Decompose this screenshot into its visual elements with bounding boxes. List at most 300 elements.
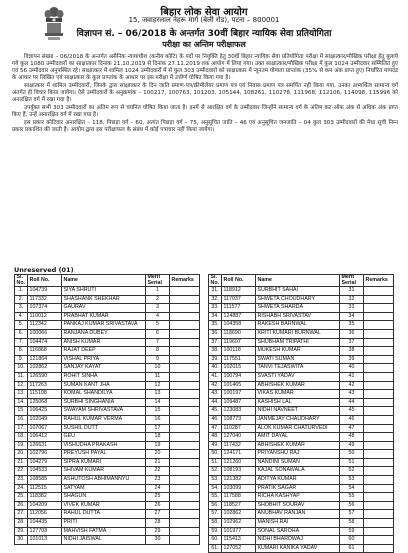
- cell-remarks: [170, 536, 200, 545]
- table-row: [209, 295, 394, 304]
- table-row: [209, 312, 394, 321]
- cell-merit: 3: [146, 304, 170, 313]
- table-row: [15, 519, 200, 528]
- notice-paragraph: उपर्युक्त सभी 303 उम्मीदवारों का अंतिम रूप से चयनित घोषित किया जाता है। इनमें से आरक्षित वर्ग के उम्मीदवार जिन्होंने सामान्य वर्ग के अंतिम कट-ऑफ अंक से अधिक अंक प्राप्त किए हैं, उन्हें अनारक्षित वर्ग में रखा गया है।: [12, 105, 398, 119]
- cell-remarks: [364, 347, 394, 356]
- col-header-remarks: Remarks: [170, 275, 200, 287]
- cell-remarks: [170, 501, 200, 510]
- cell-name: PRITI: [62, 519, 146, 528]
- cell-roll: 126590: [28, 372, 62, 381]
- cell-sl: 53.: [209, 476, 222, 485]
- cell-merit: 37: [340, 338, 364, 347]
- cell-remarks: [364, 355, 394, 364]
- cell-sl: 16.: [15, 415, 28, 424]
- cell-name: NIDHI BHARDWAJ: [256, 536, 340, 545]
- cell-roll: 108585: [28, 476, 62, 485]
- cell-merit: 5: [146, 321, 170, 330]
- cell-roll: 127708: [28, 527, 62, 536]
- cell-merit: 8: [146, 347, 170, 356]
- cell-merit: 40: [340, 364, 364, 373]
- cell-roll: 107374: [28, 304, 62, 313]
- table-row: [15, 484, 200, 493]
- cell-name: SIYA SHRUTI: [62, 287, 146, 296]
- table-row: [209, 441, 394, 450]
- notice-body: [12, 54, 398, 136]
- cell-roll: 102796: [28, 450, 62, 459]
- cell-name: MAHVISH FATMA: [62, 527, 146, 536]
- table-row: [209, 415, 394, 424]
- cell-roll: 100794: [222, 372, 256, 381]
- cell-sl: 24.: [15, 484, 28, 493]
- cell-name: VIKAS KUMAR: [256, 390, 340, 399]
- cell-remarks: [170, 321, 200, 330]
- table-row: [15, 381, 200, 390]
- cell-remarks: [170, 390, 200, 399]
- cell-remarks: [364, 398, 394, 407]
- cell-name: NIDHI NAVNEET: [256, 407, 340, 416]
- cell-roll: 109487: [222, 398, 256, 407]
- table-row: [15, 501, 200, 510]
- cell-roll: 119607: [222, 338, 256, 347]
- cell-merit: 47: [340, 424, 364, 433]
- col-header-roll: Roll No.: [28, 275, 62, 287]
- cell-remarks: [170, 338, 200, 347]
- table-row: [209, 398, 394, 407]
- cell-remarks: [364, 527, 394, 536]
- cell-sl: 48.: [209, 433, 222, 442]
- cell-name: SHWETA CHOUDHARY: [256, 295, 340, 304]
- cell-roll: 110287: [222, 424, 256, 433]
- notice-paragraph: विज्ञापन संख्या – 06/2018 के अन्तर्गत असैनिक न्यायाधीश (कनीय कोटि) के पदों पर नियुक्ति हेतु 30वीं बिहार न्यायिक सेवा प्रतियोगिता परीक्षा में साक्षात्कार/मौखिक परीक्षा हेतु बुलाये गये कुल 1080 उम्मीदवारों का साक्षात्कार दिनांक 21.10.2019 से दिनांक 27.11.2019 तक आयोग में लिया गया। उक्त साक्षात्कार/मौखिक परीक्षा में कुल 1024 उम्मीदवार सम्मिलित हुए एवं 56 उम्मीदवार अनुपस्थित रहे। साक्षात्कार में शामिल 1024 उम्मीदवारों में से कुल 303 उम्मीदवारों को साक्षात्कार में न्यूनतम योग्यता प्राप्तांक (35% से कम अंक प्राप्त हुए) निर्धारित मापदंड के आधार पर लिखित एवं साक्षात्कार के कुल प्राप्तांक के आधार पर इस परीक्षा में उत्तीर्ण घोषित किया गया है।: [12, 54, 398, 82]
- cell-name: SVASTI YADAV: [256, 372, 340, 381]
- cell-remarks: [170, 484, 200, 493]
- merit-table-right: [208, 274, 394, 553]
- table-header-row: [15, 275, 200, 287]
- cell-name: AMIT DAYAL: [256, 433, 340, 442]
- cell-merit: 27: [146, 510, 170, 519]
- cell-remarks: [170, 372, 200, 381]
- cell-remarks: [364, 484, 394, 493]
- cell-roll: 103099: [222, 484, 256, 493]
- cell-name: SUSHIL DUTT: [62, 424, 146, 433]
- table-row: [15, 415, 200, 424]
- cell-remarks: [364, 287, 394, 296]
- cell-remarks: [364, 510, 394, 519]
- cell-sl: 26.: [15, 501, 28, 510]
- cell-merit: 4: [146, 312, 170, 321]
- cell-merit: 25: [146, 493, 170, 502]
- cell-sl: 4.: [15, 312, 28, 321]
- cell-name: SWAYAM SHRIVASTAVA: [62, 407, 146, 416]
- table-row: [209, 287, 394, 296]
- cell-sl: 46.: [209, 415, 222, 424]
- cell-roll: 117551: [222, 355, 256, 364]
- table-row: [209, 527, 394, 536]
- table-row: [209, 544, 394, 553]
- cell-sl: 34.: [209, 312, 222, 321]
- cell-remarks: [170, 476, 200, 485]
- table-row: [15, 304, 200, 313]
- table-row: [15, 450, 200, 459]
- cell-name: PRABHAT KUMAR: [62, 312, 146, 321]
- cell-sl: 40.: [209, 364, 222, 373]
- cell-roll: 102015: [222, 364, 256, 373]
- cell-name: ANISH KUMAR: [62, 338, 146, 347]
- table-row: [209, 467, 394, 476]
- cell-merit: 26: [146, 501, 170, 510]
- cell-merit: 15: [146, 407, 170, 416]
- cell-name: MANISH RAI: [256, 519, 340, 528]
- cell-roll: 101977: [222, 527, 256, 536]
- cell-name: JANMEJAY CHAUDHARY: [256, 415, 340, 424]
- cell-name: SANJAY KAYAT: [62, 364, 146, 373]
- cell-roll: 111577: [222, 304, 256, 313]
- cell-merit: 35: [340, 321, 364, 330]
- cell-remarks: [170, 415, 200, 424]
- cell-remarks: [364, 536, 394, 545]
- cell-merit: 10: [146, 364, 170, 373]
- cell-name: ADITYA KUMAR: [256, 476, 340, 485]
- cell-name: PREYUSH PAYAL: [62, 450, 146, 459]
- cell-merit: 21: [146, 458, 170, 467]
- cell-roll: 121864: [28, 355, 62, 364]
- cell-roll: 104279: [28, 458, 62, 467]
- cell-name: KASHISH LAL: [256, 398, 340, 407]
- table-row: [209, 433, 394, 442]
- cell-roll: 100197: [222, 390, 256, 399]
- cell-remarks: [364, 312, 394, 321]
- cell-name: KUMARI KANIKA YADAV: [256, 544, 340, 553]
- cell-roll: 116868: [28, 347, 62, 356]
- cell-sl: 56.: [209, 501, 222, 510]
- table-row: [209, 372, 394, 381]
- cell-merit: 53: [340, 476, 364, 485]
- table-row: [209, 338, 394, 347]
- cell-roll: 118382: [28, 493, 62, 502]
- cell-name: ALOK KUMAR CHATURVEDI: [256, 424, 340, 433]
- col-header-name: Name: [256, 275, 340, 287]
- cell-sl: 58.: [209, 519, 222, 528]
- table-row: [209, 407, 394, 416]
- cell-name: NIDHI JAISWAL: [62, 536, 146, 545]
- cell-merit: 41: [340, 372, 364, 381]
- cell-merit: 50: [340, 450, 364, 459]
- cell-sl: 11.: [15, 372, 28, 381]
- cell-sl: 19.: [15, 441, 28, 450]
- cell-merit: 18: [146, 433, 170, 442]
- cell-remarks: [170, 493, 200, 502]
- table-row: [209, 347, 394, 356]
- cell-remarks: [364, 295, 394, 304]
- table-row: [15, 347, 200, 356]
- cell-merit: 7: [146, 338, 170, 347]
- cell-merit: 57: [340, 510, 364, 519]
- cell-merit: 12: [146, 381, 170, 390]
- section-label-unreserved: Unreserved (01): [14, 266, 74, 274]
- table-row: [15, 390, 200, 399]
- cell-merit: 43: [340, 390, 364, 399]
- cell-merit: 11: [146, 372, 170, 381]
- cell-name: VIVEK KUMAR: [62, 501, 146, 510]
- col-header-merit: Merit Serial: [340, 275, 364, 287]
- cell-roll: 115108: [28, 390, 62, 399]
- table-row: [209, 304, 394, 313]
- table-row: [15, 493, 200, 502]
- cell-roll: 104209: [28, 501, 62, 510]
- cell-remarks: [170, 510, 200, 519]
- cell-name: TANVI TEJASWITA: [256, 364, 340, 373]
- cell-merit: 54: [340, 484, 364, 493]
- cell-sl: 20.: [15, 450, 28, 459]
- col-header-merit: Merit Serial: [146, 275, 170, 287]
- cell-sl: 22.: [15, 467, 28, 476]
- col-header-sl: Sl. No.: [209, 275, 222, 287]
- cell-merit: 55: [340, 493, 364, 502]
- cell-merit: 20: [146, 450, 170, 459]
- cell-remarks: [170, 407, 200, 416]
- cell-sl: 43.: [209, 390, 222, 399]
- cell-name: NANDINI SUMAN: [256, 458, 340, 467]
- cell-sl: 17.: [15, 424, 28, 433]
- cell-name: ABHISHEK KUMAR: [256, 441, 340, 450]
- cell-remarks: [170, 355, 200, 364]
- cell-remarks: [170, 398, 200, 407]
- table-header-row: [209, 275, 394, 287]
- cell-roll: 124171: [222, 450, 256, 459]
- cell-roll: 121260: [222, 458, 256, 467]
- cell-remarks: [364, 467, 394, 476]
- cell-sl: 57.: [209, 510, 222, 519]
- cell-remarks: [364, 372, 394, 381]
- table-row: [209, 458, 394, 467]
- cell-name: KRITI KUMARI BURNWAL: [256, 329, 340, 338]
- cell-remarks: [364, 415, 394, 424]
- cell-sl: 8.: [15, 347, 28, 356]
- cell-sl: 1.: [15, 287, 28, 296]
- cell-merit: 45: [340, 407, 364, 416]
- cell-roll: 102862: [28, 364, 62, 373]
- cell-name: VISHAL PRIYA: [62, 355, 146, 364]
- cell-merit: 58: [340, 519, 364, 528]
- cell-remarks: [364, 441, 394, 450]
- cell-remarks: [170, 450, 200, 459]
- cell-remarks: [364, 458, 394, 467]
- cell-name: ASHUTOSH ABHIMANNYU: [62, 476, 146, 485]
- cell-sl: 36.: [209, 329, 222, 338]
- table-row: [15, 312, 200, 321]
- cell-name: RANJANA DUBEY: [62, 329, 146, 338]
- cell-merit: 19: [146, 441, 170, 450]
- cell-merit: 51: [340, 458, 364, 467]
- cell-name: SHAGUN: [62, 493, 146, 502]
- cell-sl: 33.: [209, 304, 222, 313]
- cell-name: SHOBHIT SOURAV: [256, 501, 340, 510]
- cell-name: SHUBHAM TRIPATHI: [256, 338, 340, 347]
- cell-remarks: [170, 467, 200, 476]
- table-row: [209, 476, 394, 485]
- table-row: [209, 424, 394, 433]
- table-row: [15, 398, 200, 407]
- cell-roll: 106412: [28, 433, 62, 442]
- cell-roll: 117263: [28, 381, 62, 390]
- cell-remarks: [170, 381, 200, 390]
- cell-sl: 3.: [15, 304, 28, 313]
- cell-sl: 42.: [209, 381, 222, 390]
- cell-roll: 117037: [222, 295, 256, 304]
- cell-name: SATYAM: [62, 484, 146, 493]
- cell-sl: 51.: [209, 458, 222, 467]
- cell-merit: 17: [146, 424, 170, 433]
- cell-merit: 44: [340, 398, 364, 407]
- cell-sl: 39.: [209, 355, 222, 364]
- table-row: [209, 484, 394, 493]
- cell-roll: 117432: [222, 441, 256, 450]
- cell-sl: 29.: [15, 527, 28, 536]
- cell-remarks: [364, 450, 394, 459]
- table-row: [15, 372, 200, 381]
- cell-roll: 112342: [28, 321, 62, 330]
- cell-roll: 100066: [28, 329, 62, 338]
- cell-merit: 31: [340, 287, 364, 296]
- cell-roll: 102962: [222, 519, 256, 528]
- cell-roll: 112515: [28, 484, 62, 493]
- cell-name: SWATI SUMAN: [256, 355, 340, 364]
- cell-roll: 126631: [28, 441, 62, 450]
- cell-sl: 52.: [209, 467, 222, 476]
- table-row: [15, 536, 200, 545]
- table-row: [209, 510, 394, 519]
- cell-remarks: [364, 364, 394, 373]
- cell-remarks: [364, 304, 394, 313]
- cell-roll: 121382: [222, 476, 256, 485]
- cell-merit: 49: [340, 441, 364, 450]
- cell-roll: 124887: [222, 312, 256, 321]
- cell-remarks: [364, 329, 394, 338]
- cell-sl: 44.: [209, 398, 222, 407]
- table-row: [15, 476, 200, 485]
- cell-sl: 28.: [15, 519, 28, 528]
- cell-sl: 23.: [15, 476, 28, 485]
- cell-roll: 101465: [222, 381, 256, 390]
- cell-merit: 38: [340, 347, 364, 356]
- cell-remarks: [170, 433, 200, 442]
- cell-merit: 13: [146, 390, 170, 399]
- cell-roll: 107067: [28, 424, 62, 433]
- commission-address: 15, जवाहरलाल नेहरू मार्ग (बेली रोड), पटना – 800001: [128, 16, 280, 24]
- cell-sl: 60.: [209, 536, 222, 545]
- cell-sl: 45.: [209, 407, 222, 416]
- cell-merit: 48: [340, 433, 364, 442]
- table-row: [15, 467, 200, 476]
- cell-remarks: [364, 433, 394, 442]
- table-row: [15, 407, 200, 416]
- cell-sl: 15.: [15, 407, 28, 416]
- cell-roll: 104533: [28, 467, 62, 476]
- cell-sl: 61.: [209, 544, 222, 553]
- cell-name: GAURAV: [62, 304, 146, 313]
- cell-sl: 54.: [209, 484, 222, 493]
- cell-remarks: [170, 364, 200, 373]
- cell-name: RAJAT DEEP: [62, 347, 146, 356]
- cell-roll: 104739: [28, 287, 62, 296]
- cell-roll: 127052: [222, 544, 256, 553]
- cell-name: PANKAJ KUMAR SRIVASTAVA: [62, 321, 146, 330]
- cell-merit: 52: [340, 467, 364, 476]
- table-row: [209, 390, 394, 399]
- cell-merit: 9: [146, 355, 170, 364]
- table-row: [209, 450, 394, 459]
- cell-roll: 117332: [28, 295, 62, 304]
- cell-sl: 49.: [209, 441, 222, 450]
- cell-name: ROHIT SINHA: [62, 372, 146, 381]
- cell-name: RISHABH SRIVASTAV: [256, 312, 340, 321]
- cell-sl: 2.: [15, 295, 28, 304]
- cell-roll: 123083: [222, 407, 256, 416]
- cell-remarks: [170, 424, 200, 433]
- cell-remarks: [364, 407, 394, 416]
- cell-merit: 30: [146, 536, 170, 545]
- cell-sl: 10.: [15, 364, 28, 373]
- table-row: [15, 338, 200, 347]
- cell-merit: 14: [146, 398, 170, 407]
- cell-roll: 101013: [28, 536, 62, 545]
- cell-roll: 104358: [222, 321, 256, 330]
- table-row: [15, 458, 200, 467]
- cell-roll: 104474: [28, 338, 62, 347]
- table-row: [15, 424, 200, 433]
- table-row: [15, 510, 200, 519]
- cell-name: PRIYANSHU RAJ: [256, 450, 340, 459]
- cell-remarks: [364, 519, 394, 528]
- cell-sl: 31.: [209, 287, 222, 296]
- cell-sl: 14.: [15, 398, 28, 407]
- cell-remarks: [364, 493, 394, 502]
- cell-sl: 9.: [15, 355, 28, 364]
- cell-sl: 5.: [15, 321, 28, 330]
- cell-merit: 22: [146, 467, 170, 476]
- cell-name: RAHUL KUMAR VERMA: [62, 415, 146, 424]
- cell-name: SUMAN KANT JHA: [62, 381, 146, 390]
- cell-remarks: [170, 441, 200, 450]
- col-header-remarks: Remarks: [364, 275, 394, 287]
- cell-sl: 32.: [209, 295, 222, 304]
- cell-roll: 102862: [222, 510, 256, 519]
- cell-roll: 115413: [222, 536, 256, 545]
- cell-remarks: [170, 295, 200, 304]
- cell-merit: 6: [146, 329, 170, 338]
- cell-sl: 12.: [15, 381, 28, 390]
- cell-merit: 34: [340, 312, 364, 321]
- cell-remarks: [364, 338, 394, 347]
- cell-sl: 27.: [15, 510, 28, 519]
- cell-sl: 37.: [209, 338, 222, 347]
- col-header-name: Name: [62, 275, 146, 287]
- cell-roll: 106425: [28, 407, 62, 416]
- cell-sl: 6.: [15, 329, 28, 338]
- cell-name: RAKESH BARNWAL: [256, 321, 340, 330]
- cell-merit: 39: [340, 355, 364, 364]
- table-row: [15, 433, 200, 442]
- cell-sl: 18.: [15, 433, 28, 442]
- table-row: [209, 355, 394, 364]
- document-header: [0, 0, 408, 50]
- cell-name: KAJAL SONAWALA: [256, 467, 340, 476]
- table-row: [15, 527, 200, 536]
- cell-remarks: [170, 287, 200, 296]
- cell-sl: 59.: [209, 527, 222, 536]
- cell-merit: 56: [340, 501, 364, 510]
- cell-remarks: [364, 381, 394, 390]
